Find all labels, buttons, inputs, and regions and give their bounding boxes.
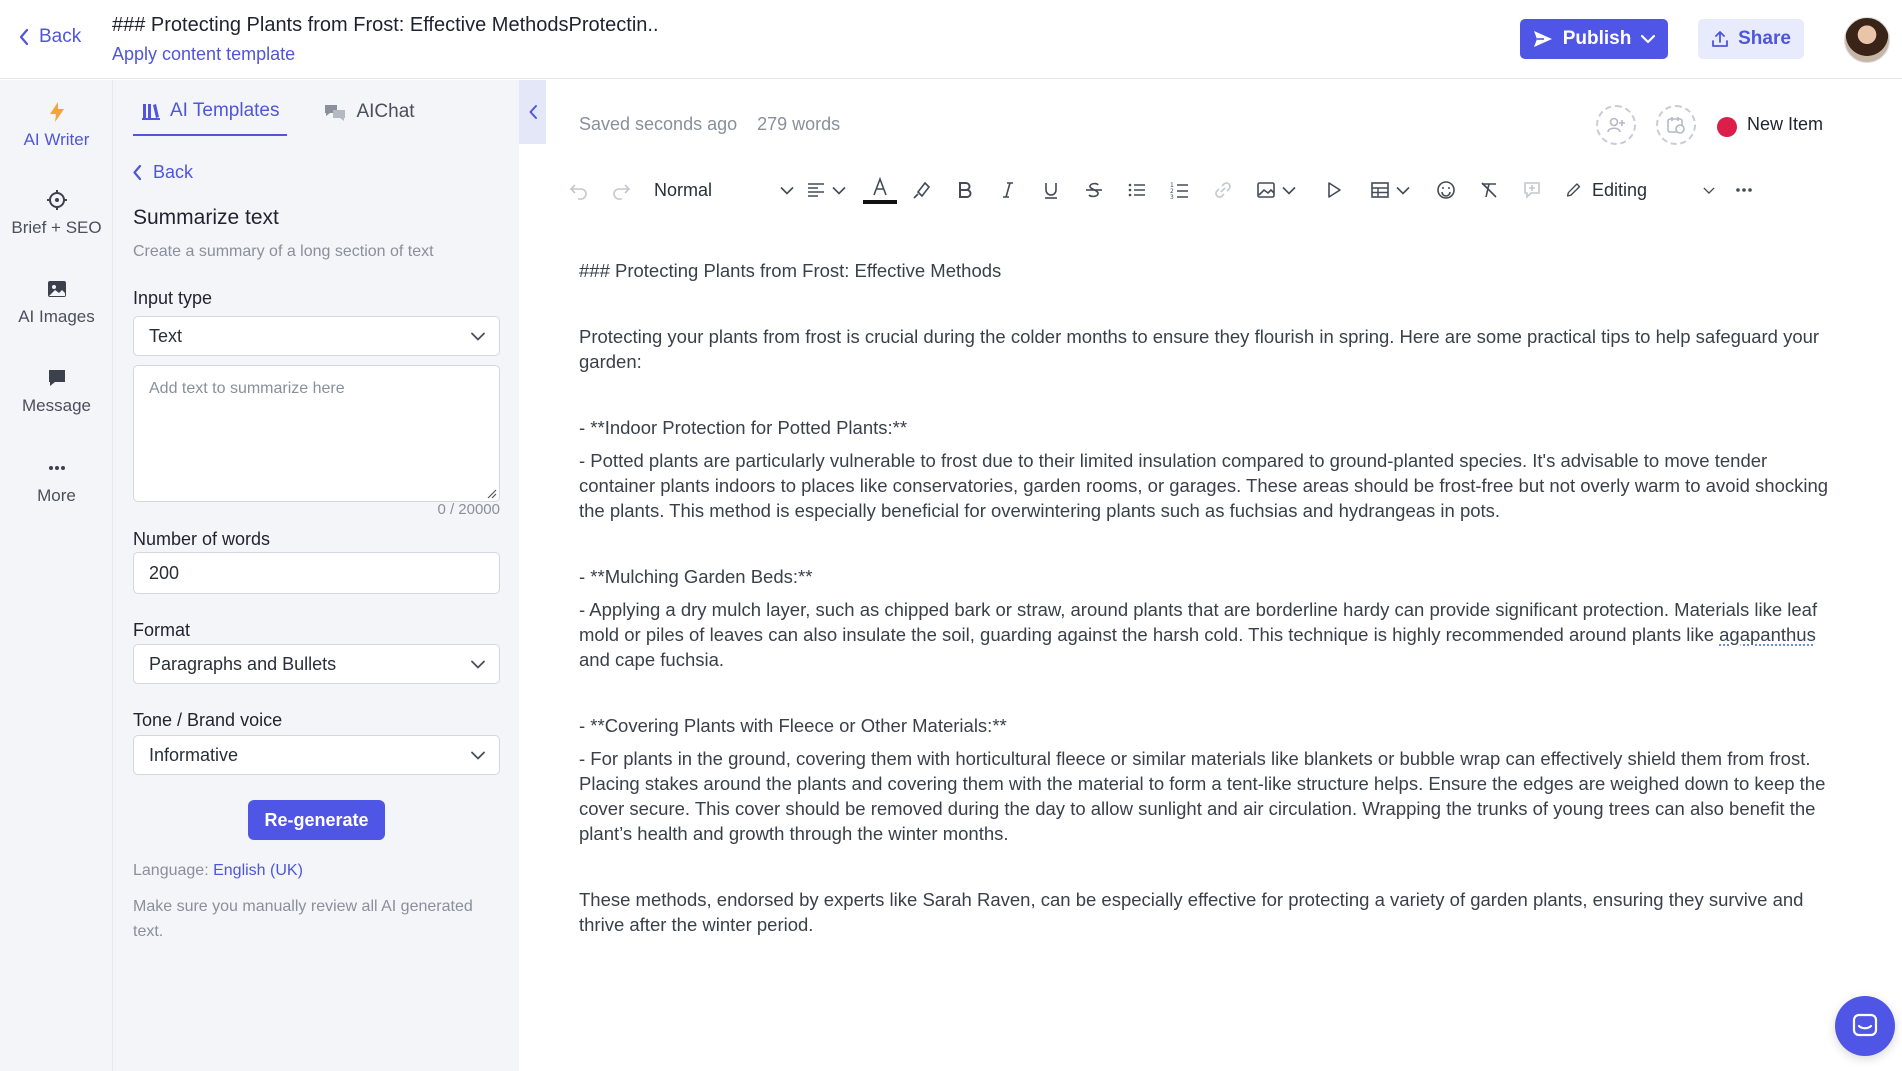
spacer	[579, 374, 1839, 415]
editing-mode-value: Editing	[1592, 179, 1648, 200]
panel-tabs	[133, 88, 423, 144]
language-link[interactable]: English (UK)	[213, 862, 303, 879]
assign-user-button[interactable]	[1596, 105, 1636, 145]
tab-ai-templates[interactable]	[133, 88, 287, 136]
play-icon	[1324, 180, 1344, 200]
content-intro: Protecting your plants from frost is crucial during the colder months to ensure they flourish in spring. Here are some practical tips to help safeguard your garden:	[579, 326, 1820, 372]
back-label: Back	[39, 26, 82, 47]
format-value: Paragraphs and Bullets	[149, 653, 337, 674]
crosshair-icon	[45, 188, 69, 212]
send-icon	[1533, 30, 1553, 48]
spacer	[579, 283, 1839, 324]
tab-label: AI Templates	[170, 100, 280, 121]
tone-label: Tone / Brand voice	[133, 710, 283, 730]
back-button[interactable]	[18, 26, 81, 48]
share-button[interactable]	[1698, 19, 1804, 59]
chevron-down-icon	[471, 751, 485, 760]
bold-button[interactable]	[951, 170, 979, 210]
panel-back-label: Back	[153, 162, 194, 182]
language-prefix: Language:	[133, 862, 209, 879]
image-icon	[1256, 180, 1276, 200]
format-select[interactable]	[133, 644, 500, 684]
paragraph-style-value: Normal	[654, 179, 713, 200]
character-count: 0 / 20000	[437, 501, 500, 518]
align-select[interactable]	[801, 170, 851, 210]
spacer	[579, 672, 1839, 713]
upload-icon	[1711, 30, 1729, 48]
support-chat-button[interactable]	[1835, 996, 1895, 1056]
numbered-list-icon	[1170, 180, 1190, 200]
chat-icon	[45, 366, 69, 390]
smiley-icon	[1436, 180, 1456, 200]
spacer	[579, 738, 1839, 746]
rail-item-ai-writer[interactable]	[0, 100, 113, 150]
more-dots-icon	[1734, 180, 1754, 200]
apply-template-link[interactable]: Apply content template	[112, 44, 296, 64]
section-body: - Potted plants are particularly vulnerable to frost due to their limited insulation compared to ground-planted species. It's advisable to move tender container plants indoors to places like conservatories, garden rooms, or garages. These areas should be frost-free but not overly warm to avoid shocking the plants. This method is especially beneficial for overwintering plants such as fuchsias and hydrangeas in pots.	[579, 450, 1829, 521]
emoji-button[interactable]	[1432, 170, 1460, 210]
undo-icon	[569, 180, 589, 200]
chevron-down-icon	[1703, 186, 1715, 195]
chevron-down-icon	[780, 186, 794, 195]
spacer	[579, 523, 1839, 564]
spacer	[579, 589, 1839, 597]
chevron-down-icon	[471, 332, 485, 341]
regenerate-button[interactable]: Re-generate	[248, 800, 385, 840]
top-bar	[0, 0, 1902, 79]
chevron-down-icon	[1641, 34, 1655, 44]
comment-add-icon	[1522, 180, 1542, 200]
more-options-button[interactable]	[1730, 170, 1758, 210]
tone-value: Informative	[149, 744, 239, 765]
underline-button[interactable]	[1037, 170, 1065, 210]
number-of-words-input[interactable]: 200	[133, 552, 500, 594]
undo-button[interactable]	[565, 170, 593, 210]
calendar-clock-icon	[1666, 115, 1686, 135]
svg-text:2: 2	[1170, 188, 1174, 195]
spelling-flag[interactable]: agapanthus	[1719, 624, 1816, 645]
editing-mode-select[interactable]	[1565, 170, 1715, 210]
spacer	[579, 440, 1839, 448]
document-meta	[579, 114, 840, 135]
lightning-icon	[45, 100, 69, 124]
more-dots-icon	[45, 456, 69, 480]
panel-back-button[interactable]	[132, 162, 193, 183]
input-type-select[interactable]	[133, 316, 500, 356]
share-label: Share	[1738, 28, 1791, 49]
review-note: Make sure you manually review all AI generated text.	[133, 898, 473, 940]
format-label: Format	[133, 620, 191, 640]
collapse-panel-button[interactable]	[519, 80, 546, 144]
link-icon	[1213, 180, 1233, 200]
chevron-down-icon	[1282, 186, 1296, 195]
body-text: - Applying a dry mulch layer, such as chipped bark or straw, around plants that are borderline hardy can provide significant protection. Materials like leaf mold or piles of leaves can also insulate the soil, guarding against the harsh cold. This technique is highly recommended around plants like	[579, 599, 1818, 645]
chevron-down-icon	[832, 186, 846, 195]
tone-select[interactable]	[133, 735, 500, 775]
user-avatar[interactable]	[1844, 17, 1890, 63]
media-embed-button[interactable]	[1320, 170, 1348, 210]
document-title[interactable]: ### Protecting Plants from Frost: Effective MethodsProtectin..	[112, 14, 659, 36]
word-count: 279 words	[757, 114, 841, 134]
template-title: Summarize text	[133, 206, 279, 229]
publish-button[interactable]	[1520, 19, 1668, 59]
nav-rail	[0, 80, 113, 1071]
chevron-left-icon	[528, 104, 538, 120]
body-text: and cape fuchsia.	[579, 649, 725, 670]
rail-item-message[interactable]	[0, 366, 113, 416]
words-label: Number of words	[133, 529, 271, 549]
summarize-text-input[interactable]	[133, 365, 500, 502]
clear-format-icon	[1479, 180, 1499, 200]
redo-icon	[611, 180, 631, 200]
spacer	[579, 846, 1839, 887]
numbered-list-button[interactable]	[1166, 170, 1194, 210]
resize-grip-icon[interactable]	[487, 489, 497, 499]
saved-status: Saved seconds ago	[579, 114, 738, 134]
editor-content[interactable]	[579, 258, 1839, 937]
textarea-placeholder: Add text to summarize here	[149, 380, 345, 397]
text-color-button[interactable]	[862, 170, 898, 210]
pencil-icon	[1565, 180, 1582, 200]
link-button[interactable]	[1209, 170, 1237, 210]
chevron-down-icon	[1396, 186, 1410, 195]
add-user-icon	[1606, 115, 1626, 135]
bold-icon	[955, 180, 975, 200]
highlight-button[interactable]	[908, 170, 936, 210]
rail-item-label: Message	[22, 396, 91, 415]
table-insert-select[interactable]	[1365, 170, 1415, 210]
ai-side-panel	[113, 80, 519, 1071]
schedule-button[interactable]	[1656, 105, 1696, 145]
italic-button[interactable]	[994, 170, 1022, 210]
input-type-value: Text	[149, 325, 183, 346]
rail-item-brief-seo[interactable]	[0, 188, 113, 238]
language-info	[133, 862, 303, 880]
section-title: - **Covering Plants with Fleece or Other Materials:**	[579, 715, 1007, 736]
image-insert-select[interactable]	[1251, 170, 1301, 210]
section-body: - For plants in the ground, covering them with horticultural fleece or similar materials like blankets or bubble wrap can effectively shield them from frost. Placing stakes around the plants and covering them with the material to form a tent-like structure helps. Ensure the edges are weighed down to keep the cover secure. This cover should be removed during the day to allow sunlight and air circulation. Wrapping the trunks of young trees can also benefit the plant’s health and growth through the winter months.	[579, 748, 1826, 844]
align-left-icon	[806, 180, 826, 200]
content-heading: ### Protecting Plants from Frost: Effective Methods	[579, 260, 1002, 281]
comment-button[interactable]	[1518, 170, 1546, 210]
table-icon	[1370, 180, 1390, 200]
input-type-label: Input type	[133, 288, 213, 308]
svg-text:1: 1	[1170, 182, 1174, 189]
content-closing: These methods, endorsed by experts like Sarah Raven, can be especially effective for protecting a variety of garden plants, ensuring they survive and thrive after the winter period.	[579, 889, 1804, 935]
rail-item-ai-images[interactable]	[0, 277, 113, 327]
status-dot	[1717, 117, 1737, 137]
chevron-left-icon	[132, 164, 143, 181]
chat-window-icon	[1850, 1011, 1880, 1041]
bullet-list-icon	[1127, 180, 1147, 200]
rail-item-label: More	[37, 486, 76, 505]
clear-formatting-button[interactable]	[1475, 170, 1503, 210]
rail-item-label: AI Writer	[23, 130, 90, 149]
chevron-left-icon	[18, 28, 30, 46]
editor-toolbar	[565, 170, 1765, 210]
strikethrough-icon	[1084, 180, 1104, 200]
chevron-down-icon	[471, 660, 485, 669]
section-title: - **Indoor Protection for Potted Plants:**	[579, 417, 908, 438]
redo-button[interactable]	[607, 170, 635, 210]
section-title: - **Mulching Garden Beds:**	[579, 566, 813, 587]
text-color-icon	[863, 175, 897, 205]
rail-item-label: AI Images	[18, 307, 95, 326]
tab-aichat[interactable]	[315, 88, 422, 136]
bullet-list-button[interactable]	[1123, 170, 1151, 210]
svg-text:3: 3	[1170, 194, 1174, 200]
highlighter-icon	[912, 180, 932, 200]
rail-item-more[interactable]	[0, 456, 113, 506]
underline-icon	[1041, 180, 1061, 200]
paragraph-style-select[interactable]	[654, 170, 794, 210]
image-icon	[45, 277, 69, 301]
tab-label: AIChat	[356, 101, 415, 122]
chat-bubbles-icon	[323, 102, 347, 122]
strikethrough-button[interactable]	[1080, 170, 1108, 210]
template-description: Create a summary of a long section of text	[133, 243, 434, 260]
section-body	[579, 597, 1839, 672]
publish-label: Publish	[1562, 28, 1632, 49]
status-label[interactable]: New Item	[1747, 114, 1824, 134]
italic-icon	[998, 180, 1018, 200]
rail-item-label: Brief + SEO	[11, 218, 102, 237]
library-icon	[141, 101, 161, 121]
